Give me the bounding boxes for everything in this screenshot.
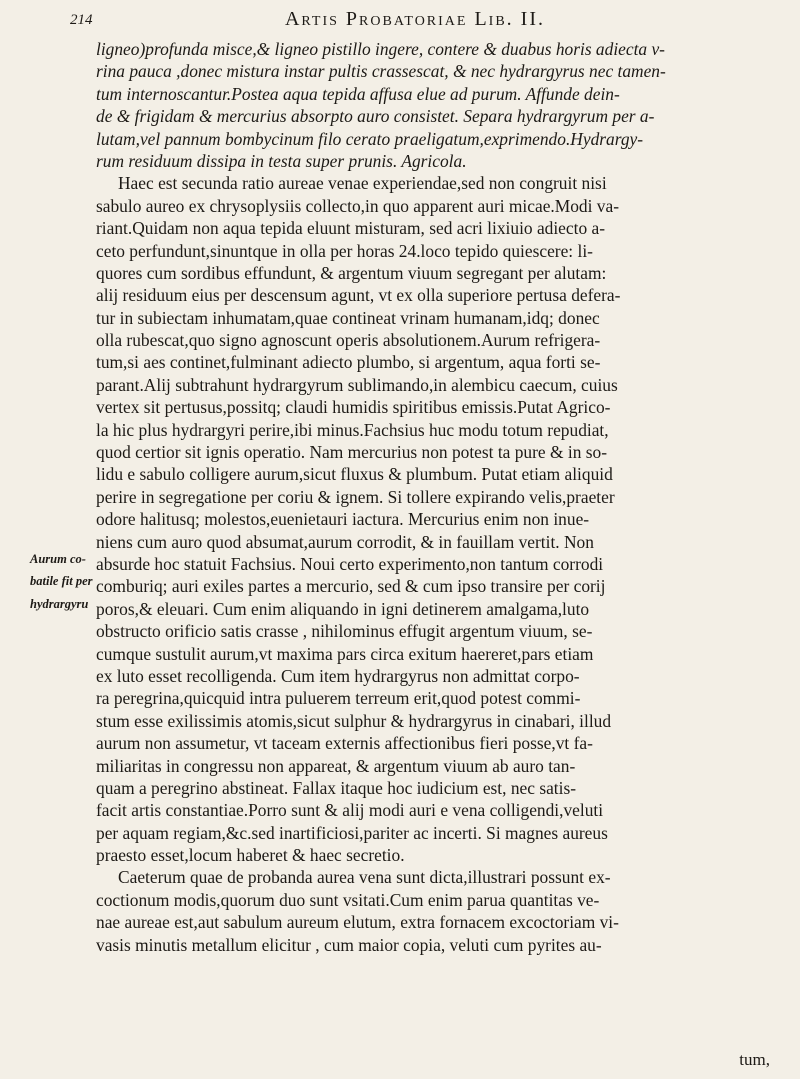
text-line: de & frigidam & mercurius absorpto auro consistet. Separa hydrargyrum per a- xyxy=(96,106,655,127)
text-line: cumque sustulit aurum,vt maxima pars circa exitum haereret,pars etiam xyxy=(96,643,594,664)
text-line: olla rubescat,quo signo agnoscunt operis absolutionem.Aurum refrigera- xyxy=(96,330,601,351)
text-line: rina pauca ,donec mistura instar pultis crassescat, & nec hydrargyrus nec tamen- xyxy=(96,61,666,82)
text-line: aurum non assumetur, vt taceam externis affectionibus fieri posse,vt fa- xyxy=(96,733,593,754)
text-line: tum,si aes continet,fulminant adiecto plumbo, si argentum, aqua forti se- xyxy=(96,352,601,373)
text-line: perire in segregatione per coriu & ignem. Si tollere expirando velis,praeter xyxy=(96,486,615,507)
text-line: alij residuum eius per descensum agunt, vt ex olla superiore pertusa defera- xyxy=(96,285,621,306)
text-line: parant.Alij subtrahunt hydrargyrum sublimando,in alembicu caecum, cuius xyxy=(96,374,618,395)
text-line: quam a peregrino abstineat. Fallax itaque hoc iudicium est, nec satis- xyxy=(96,777,577,798)
text-line: odore halitusq; molestos,euenietauri iactura. Mercurius enim non inue- xyxy=(96,509,590,530)
text-line: miliaritas in congressu non appareat, & argentum viuum ab auro tan- xyxy=(96,755,576,776)
text-line: comburiq; auri exiles partes a mercurio, sed & cum ipso transire per corij xyxy=(96,576,606,597)
text-line: nae aureae est,aut sabulum aureum elutum, extra fornacem excoctoriam vi- xyxy=(96,912,619,933)
marginal-note xyxy=(30,548,94,615)
folio-number: 214 xyxy=(70,12,93,28)
text-line: praesto esset,locum haberet & haec secretio. xyxy=(96,845,405,866)
text-line: coctionum modis,quorum duo sunt vsitati.Cum enim parua quantitas ve- xyxy=(96,889,600,910)
text-line: tur in subiectam inhumatam,quae contineat vrinam humanam,idq; donec xyxy=(96,307,600,328)
body-text xyxy=(96,38,778,956)
text-line: poros,& eleuari. Cum enim aliquando in igni detinerem amalgama,luto xyxy=(96,598,590,619)
text-line: sabulo aureo ex chrysoplysiis collecto,in quo apparent auri micae.Modi va- xyxy=(96,195,620,216)
text-line: Haec est secunda ratio aureae venae experiendae,sed non congruit nisi xyxy=(118,173,607,194)
text-line: ex luto esset recolligenda. Cum item hydrargyrus non admittat corpo- xyxy=(96,665,580,686)
text-line: vasis minutis metallum elicitur , cum maior copia, veluti cum pyrites au- xyxy=(96,934,602,955)
text-line: niens cum auro quod absumat,aurum corrodit, & in fauillam vertit. Non xyxy=(96,531,594,552)
marginal-note-line: batile fit per xyxy=(30,574,93,589)
text-line: facit artis constantiae.Porro sunt & alij modi auri e vena colligendi,veluti xyxy=(96,800,604,821)
marginal-note-line: hydrargyru xyxy=(30,596,89,611)
running-title: Artis Probatoriae Lib. II. xyxy=(284,8,546,30)
text-line: rum residuum dissipa in testa super prunis. Agricola. xyxy=(96,150,467,171)
text-line: per aquam regiam,&c.sed inartificiosi,pariter ac incerti. Si magnes aureus xyxy=(96,822,608,843)
text-line: ra peregrina,quicquid intra puluerem terreum erit,quod potest commi- xyxy=(96,688,581,709)
text-line: stum esse exilissimis atomis,sicut sulphur & hydrargyrus in cinabari, illud xyxy=(96,710,612,731)
text-line: ceto perfundunt,sinuntque in olla per horas 24.loco tepido quiescere: li- xyxy=(96,240,593,261)
text-line: vertex sit pertusus,possitq; claudi humidis spiritibus emissis.Putat Agrico- xyxy=(96,397,611,418)
text-line: absurde hoc statuit Fachsius. Noui certo experimento,non tantum corrodi xyxy=(96,553,604,574)
page-header xyxy=(70,8,760,36)
marginal-note-line: Aurum co- xyxy=(30,552,86,566)
text-line: quod certior sit ignis operatio. Nam mercurius non potest ta pure & in so- xyxy=(96,442,607,463)
catchword: tum, xyxy=(739,1050,770,1069)
text-line: lidu e sabulo colligere aurum,sicut fluxus & plumbum. Putat etiam aliquid xyxy=(96,464,613,485)
text-line: la hic plus hydrargyri perire,ibi minus.Fachsius huc modu totum repudiat, xyxy=(96,419,609,440)
text-line: Caeterum quae de probanda aurea vena sunt dicta,illustrari possunt ex- xyxy=(118,867,611,888)
text-line: obstructo orificio satis crasse , nihilominus effugit argentum viuum, se- xyxy=(96,621,593,642)
text-line: tum internoscantur.Postea aqua tepida affusa elue ad purum. Affunde dein- xyxy=(96,83,620,104)
text-line: ligneo)profunda misce,& ligneo pistillo ingere, contere & duabus horis adiecta v- xyxy=(96,39,665,59)
text-line: lutam,vel pannum bombycinum filo cerato praeligatum,exprimendo.Hydrargy- xyxy=(96,128,644,149)
text-line: riant.Quidam non aqua tepida eluunt misturam, sed acri lixiuio adiecto a- xyxy=(96,218,606,239)
text-line: quores cum sordibus effundunt, & argentum viuum segregant per alutam: xyxy=(96,262,607,283)
